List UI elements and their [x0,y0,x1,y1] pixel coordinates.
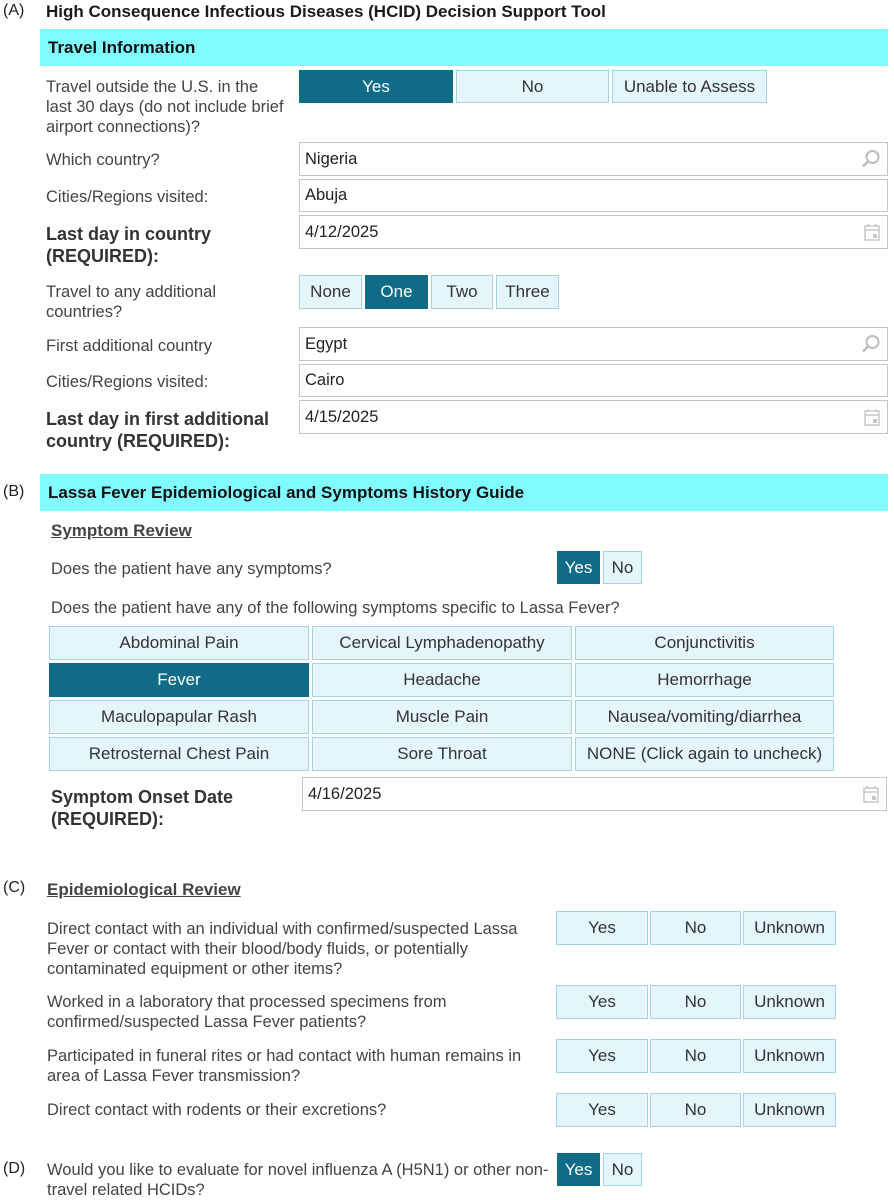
any-symptoms-question: Does the patient have any symptoms? [51,560,332,578]
symptom-sore-throat-button[interactable]: Sore Throat [312,737,572,771]
country-input[interactable] [299,142,888,176]
search-icon[interactable] [861,149,881,169]
symptom-muscle-pain-button[interactable]: Muscle Pain [312,700,572,734]
epi-review-heading: Epidemiological Review [47,880,241,899]
onset-date-input[interactable] [302,777,887,811]
additional-last-day-input[interactable] [299,400,888,434]
influenza-question: Would you like to evaluate for novel influenza A (H5N1) or other non-travel related HCIDs? [47,1161,549,1199]
onset-date-value: 4/16/2025 [308,784,382,803]
symptom-none-button[interactable]: NONE (Click again to uncheck) [575,737,834,771]
app-title: High Consequence Infectious Diseases (HCID) Decision Support Tool [46,2,606,21]
any-symptoms-no-button[interactable]: No [603,551,642,584]
panel-label-d: (D) [3,1160,26,1177]
additional-none-button[interactable]: None [299,275,362,309]
symptom-maculopapular-rash-button[interactable]: Maculopapular Rash [49,700,309,734]
symptom-conjunctivitis-button[interactable]: Conjunctivitis [575,626,834,660]
additional-last-day-label: Last day in first additional country (REQUIRED): [46,409,270,451]
calendar-icon[interactable] [862,784,880,804]
additional-three-button[interactable]: Three [496,275,559,309]
calendar-icon[interactable] [863,407,881,427]
symptom-fever-button[interactable]: Fever [49,663,309,697]
last-day-value: 4/12/2025 [305,222,379,241]
epi-q3-yes-button[interactable]: Yes [556,1039,648,1073]
travel-unable-button[interactable]: Unable to Assess [612,70,767,103]
country-label: Which country? [46,151,160,169]
influenza-no-button[interactable]: No [603,1153,642,1186]
symptom-hemorrhage-button[interactable]: Hemorrhage [575,663,834,697]
additional-countries-label: Travel to any additional countries? [46,283,216,321]
calendar-icon[interactable] [863,222,881,242]
last-day-input[interactable] [299,215,888,249]
travel-question: Travel outside the U.S. in the last 30 days (do not include brief airport connections)? [46,78,284,136]
travel-yes-button[interactable]: Yes [299,70,453,103]
additional-cities-input[interactable] [299,364,888,397]
epi-question-2: Worked in a laboratory that processed specimens from confirmed/suspected Lassa Fever patients? [47,993,447,1031]
first-additional-country-value: Egypt [305,334,348,353]
any-symptoms-yes-button[interactable]: Yes [557,551,600,584]
influenza-yes-button[interactable]: Yes [557,1153,600,1186]
search-icon[interactable] [861,334,881,354]
panel-label-b: (B) [3,483,25,500]
additional-two-button[interactable]: Two [431,275,493,309]
epi-q2-no-button[interactable]: No [650,985,741,1019]
additional-cities-label: Cities/Regions visited: [46,373,209,391]
symptom-abdominal-pain-button[interactable]: Abdominal Pain [49,626,309,660]
epi-q1-yes-button[interactable]: Yes [556,911,648,945]
symptom-headache-button[interactable]: Headache [312,663,572,697]
onset-date-label: Symptom Onset Date (REQUIRED): [51,787,234,829]
last-day-label: Last day in country (REQUIRED): [46,224,212,266]
symptom-review-heading: Symptom Review [51,521,192,540]
travel-no-button[interactable]: No [456,70,609,103]
symptom-cervical-lymphadenopathy-button[interactable]: Cervical Lymphadenopathy [312,626,572,660]
first-additional-country-input[interactable] [299,327,888,361]
symptom-nausea-button[interactable]: Nausea/vomiting/diarrhea [575,700,834,734]
country-value: Nigeria [305,149,358,168]
epi-q1-no-button[interactable]: No [650,911,741,945]
lassa-header-text: Lassa Fever Epidemiological and Symptoms History Guide [48,482,525,502]
specific-symptoms-question: Does the patient have any of the following symptoms specific to Lassa Fever? [51,599,620,617]
symptom-retrosternal-chest-pain-button[interactable]: Retrosternal Chest Pain [49,737,309,771]
epi-q4-unknown-button[interactable]: Unknown [743,1093,836,1127]
lassa-section-header [40,474,888,511]
first-additional-country-label: First additional country [46,337,212,355]
epi-q3-no-button[interactable]: No [650,1039,741,1073]
epi-question-1: Direct contact with an individual with confirmed/suspected Lassa Fever or contact with their blood/body fluids, or potentially contaminated equipment or other items? [47,920,518,978]
panel-label-a: (A) [3,2,25,19]
panel-label-c: (C) [3,879,26,896]
cities-value: Abuja [305,186,348,204]
additional-one-button[interactable]: One [365,275,428,309]
epi-q3-unknown-button[interactable]: Unknown [743,1039,836,1073]
epi-q4-yes-button[interactable]: Yes [556,1093,648,1127]
additional-cities-value: Cairo [305,371,345,389]
epi-q1-unknown-button[interactable]: Unknown [743,911,836,945]
epi-question-4: Direct contact with rodents or their excretions? [47,1101,387,1119]
epi-q2-unknown-button[interactable]: Unknown [743,985,836,1019]
travel-header-text: Travel Information [48,37,196,57]
cities-label: Cities/Regions visited: [46,188,209,206]
epi-q4-no-button[interactable]: No [650,1093,741,1127]
cities-input[interactable] [299,179,888,212]
epi-q2-yes-button[interactable]: Yes [556,985,648,1019]
travel-section-header [40,29,888,66]
epi-question-3: Participated in funeral rites or had contact with human remains in area of Lassa Fever transmission? [47,1047,522,1085]
additional-last-day-value: 4/15/2025 [305,407,379,426]
